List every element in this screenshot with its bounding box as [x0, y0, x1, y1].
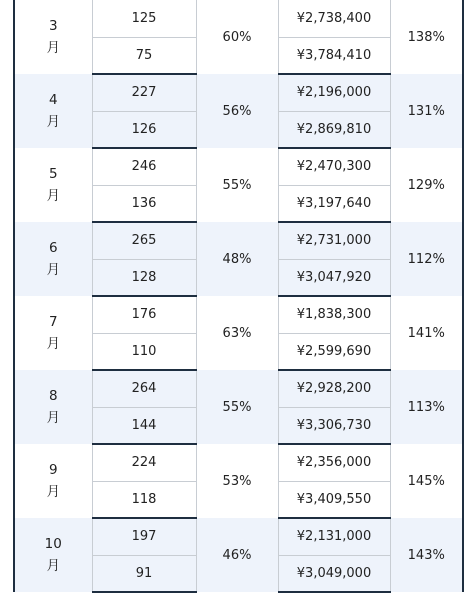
month-cell [14, 222, 92, 296]
amount-b-cell: ¥2,599,690 [278, 333, 390, 370]
ratio-cell: 131% [390, 74, 463, 148]
ratio-cell: 141% [390, 296, 463, 370]
ratio-cell: 143% [390, 518, 463, 592]
amount-a-cell: ¥2,928,200 [278, 370, 390, 407]
table-row [14, 148, 463, 185]
count-a-cell: 224 [92, 444, 196, 481]
table-row [14, 518, 463, 555]
count-a-cell: 265 [92, 222, 196, 259]
month-cell [14, 74, 92, 148]
month-cell [14, 296, 92, 370]
count-a-cell: 197 [92, 518, 196, 555]
count-a-cell: 246 [92, 148, 196, 185]
amount-a-cell: ¥2,356,000 [278, 444, 390, 481]
month-unit: 月 [46, 558, 60, 574]
count-a-cell: 264 [92, 370, 196, 407]
amount-b-cell: ¥2,869,810 [278, 111, 390, 148]
month-number: 6 [48, 240, 58, 256]
count-b-cell: 110 [92, 333, 196, 370]
amount-a-cell: ¥2,470,300 [278, 148, 390, 185]
month-unit: 月 [46, 188, 60, 204]
amount-b-cell: ¥3,409,550 [278, 481, 390, 518]
amount-a-cell: ¥2,731,000 [278, 222, 390, 259]
month-cell [14, 444, 92, 518]
month-number: 9 [48, 462, 58, 478]
count-b-cell: 118 [92, 481, 196, 518]
month-group [14, 74, 463, 148]
table-row [14, 0, 463, 37]
ratio-cell: 129% [390, 148, 463, 222]
month-cell [14, 370, 92, 444]
table-row [14, 74, 463, 111]
ratio-cell: 113% [390, 370, 463, 444]
month-number: 3 [48, 18, 58, 34]
count-b-cell: 75 [92, 37, 196, 74]
month-group [14, 222, 463, 296]
amount-b-cell: ¥3,047,920 [278, 259, 390, 296]
amount-a-cell: ¥2,738,400 [278, 0, 390, 37]
month-group [14, 518, 463, 592]
month-number: 7 [48, 314, 58, 330]
month-unit: 月 [46, 40, 60, 56]
count-b-cell: 128 [92, 259, 196, 296]
table-row [14, 370, 463, 407]
count-b-cell: 144 [92, 407, 196, 444]
count-b-cell: 136 [92, 185, 196, 222]
month-number: 10 [44, 536, 62, 552]
amount-a-cell: ¥2,196,000 [278, 74, 390, 111]
month-group [14, 148, 463, 222]
rate-cell: 55% [196, 148, 278, 222]
count-a-cell: 227 [92, 74, 196, 111]
month-unit: 月 [46, 410, 60, 426]
month-unit: 月 [46, 114, 60, 130]
count-a-cell: 176 [92, 296, 196, 333]
rate-cell: 56% [196, 74, 278, 148]
month-unit: 月 [46, 262, 60, 278]
ratio-cell: 138% [390, 0, 463, 74]
month-unit: 月 [46, 484, 60, 500]
month-group [14, 296, 463, 370]
rate-cell: 46% [196, 518, 278, 592]
table-row [14, 444, 463, 481]
amount-b-cell: ¥3,784,410 [278, 37, 390, 74]
rate-cell: 53% [196, 444, 278, 518]
count-a-cell: 125 [92, 0, 196, 37]
month-number: 8 [48, 388, 58, 404]
rate-cell: 60% [196, 0, 278, 74]
month-number: 4 [48, 92, 58, 108]
month-group [14, 370, 463, 444]
table-row [14, 296, 463, 333]
month-cell [14, 148, 92, 222]
month-cell [14, 0, 92, 74]
month-cell [14, 518, 92, 592]
monthly-table [13, 0, 464, 593]
amount-b-cell: ¥3,049,000 [278, 555, 390, 592]
month-group [14, 0, 463, 74]
rate-cell: 55% [196, 370, 278, 444]
table-row [14, 222, 463, 259]
rate-cell: 63% [196, 296, 278, 370]
amount-b-cell: ¥3,306,730 [278, 407, 390, 444]
count-b-cell: 126 [92, 111, 196, 148]
amount-b-cell: ¥3,197,640 [278, 185, 390, 222]
month-unit: 月 [46, 336, 60, 352]
ratio-cell: 145% [390, 444, 463, 518]
month-group [14, 444, 463, 518]
ratio-cell: 112% [390, 222, 463, 296]
count-b-cell: 91 [92, 555, 196, 592]
rate-cell: 48% [196, 222, 278, 296]
amount-a-cell: ¥2,131,000 [278, 518, 390, 555]
amount-a-cell: ¥1,838,300 [278, 296, 390, 333]
month-number: 5 [48, 166, 58, 182]
